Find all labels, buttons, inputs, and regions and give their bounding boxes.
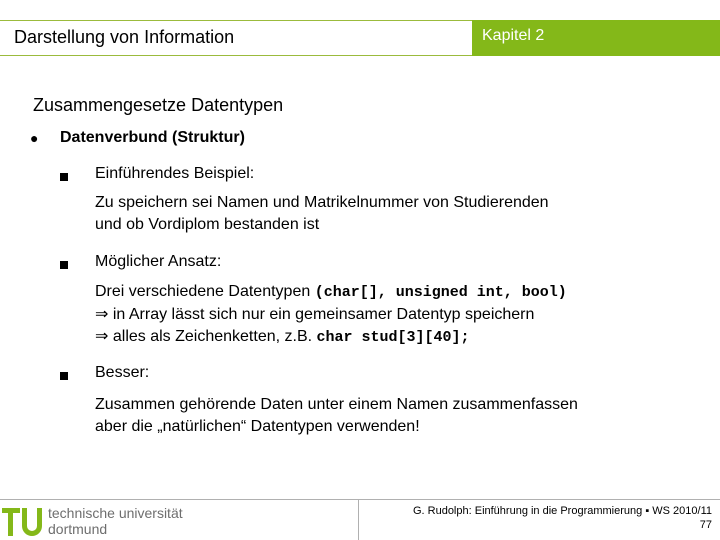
item2-line3	[95, 326, 567, 349]
implies-arrow-icon: ⇒	[95, 306, 109, 323]
implies-arrow-icon: ⇒	[95, 328, 109, 345]
square-bullet-icon	[60, 372, 68, 380]
bullet-dot-icon: ●	[30, 130, 39, 146]
item1-label: Einführendes Beispiel:	[95, 165, 255, 182]
item2-line3-code: char stud[3][40];	[316, 329, 470, 346]
item2-text	[95, 281, 567, 349]
page-number: 77	[699, 519, 712, 531]
item1-line: und ob Vordiplom bestanden ist	[95, 216, 320, 233]
item2-line3-prefix: alles als Zeichenketten, z.B.	[112, 328, 317, 345]
square-bullet-icon	[60, 261, 68, 269]
chapter-label: Kapitel 2	[482, 27, 545, 44]
item2-line2-text: in Array lässt sich nur ein gemeinsamer Datentyp speichern	[112, 306, 535, 323]
item3-line: Zusammen gehörende Daten unter einem Namen zusammenfassen	[95, 396, 578, 413]
footer-separator	[358, 499, 359, 540]
item2-line1	[95, 281, 567, 304]
item2-line2	[95, 304, 567, 326]
footer-credit	[413, 504, 712, 532]
item1-line: Zu speichern sei Namen und Matrikelnummer von Studierenden	[95, 194, 549, 211]
item2-line1-prefix: Drei verschiedene Datentypen	[95, 283, 315, 300]
university-logo-text	[48, 505, 183, 537]
item3-line: aber die „natürlichen“ Datentypen verwenden!	[95, 418, 420, 435]
header-title: Darstellung von Information	[14, 27, 235, 47]
square-bullet-icon	[60, 173, 68, 181]
logo-line1: technische universität	[48, 505, 183, 521]
item2-label: Möglicher Ansatz:	[95, 253, 222, 270]
item1-text	[95, 192, 549, 236]
footer-credit-line: G. Rudolph: Einführung in die Programmierung ▪ WS 2010/11	[412, 505, 712, 517]
item3-text	[95, 394, 578, 438]
chapter-badge	[472, 20, 720, 56]
item3-label: Besser:	[95, 364, 150, 381]
tu-logo-icon	[2, 503, 46, 539]
bullet-level1: Datenverbund (Struktur)	[60, 129, 245, 146]
logo-line2: dortmund	[48, 521, 108, 537]
footer-divider	[0, 499, 720, 500]
slide-title: Zusammengesetze Datentypen	[33, 95, 284, 115]
item2-line1-code: (char[], unsigned int, bool)	[314, 284, 567, 301]
